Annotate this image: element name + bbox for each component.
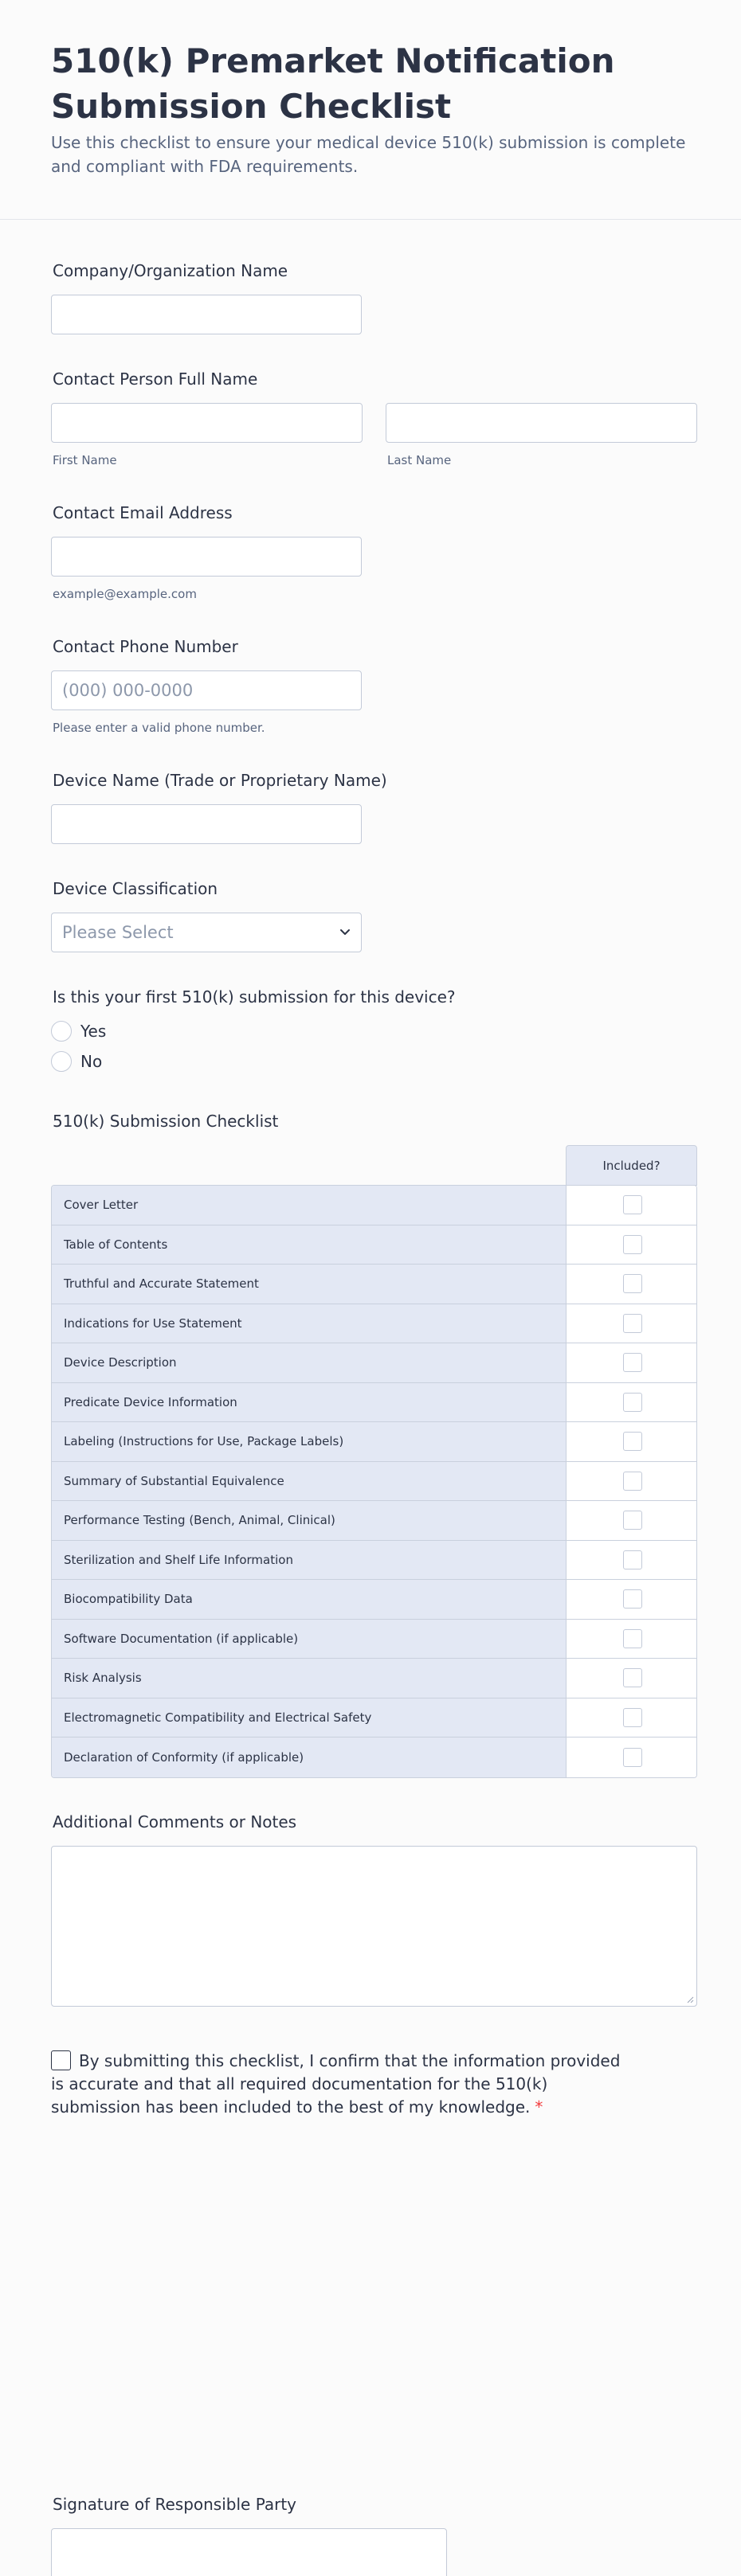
table-row (52, 1738, 696, 1777)
phone-sublabel: Please enter a valid phone number. (53, 721, 265, 735)
included-checkbox[interactable] (623, 1274, 642, 1293)
row-label: Summary of Substantial Equivalence (52, 1462, 567, 1501)
form-header (0, 0, 741, 220)
table-row (52, 1462, 696, 1502)
row-label: Sterilization and Shelf Life Information (52, 1541, 567, 1580)
row-label: Labeling (Instructions for Use, Package Labels) (52, 1422, 567, 1461)
row-label: Risk Analysis (52, 1659, 567, 1698)
included-checkbox[interactable] (623, 1550, 642, 1569)
included-checkbox[interactable] (623, 1708, 642, 1727)
phone-label: Contact Phone Number (53, 637, 238, 656)
row-label: Electromagnetic Compatibility and Electrical Safety (52, 1698, 567, 1738)
company-input[interactable] (51, 295, 362, 334)
table-row (52, 1501, 696, 1541)
included-checkbox[interactable] (623, 1235, 642, 1254)
table-row (52, 1659, 696, 1698)
check-cell (567, 1659, 697, 1698)
phone-input[interactable] (51, 670, 362, 710)
classification-placeholder: Please Select (62, 923, 174, 942)
last-name-input[interactable] (386, 403, 697, 443)
included-checkbox[interactable] (623, 1353, 642, 1372)
included-checkbox[interactable] (623, 1393, 642, 1412)
radio-button[interactable] (51, 1021, 72, 1042)
row-label: Biocompatibility Data (52, 1580, 567, 1619)
checklist-table (51, 1185, 697, 1778)
signature-label: Signature of Responsible Party (53, 2495, 297, 2514)
row-label: Truthful and Accurate Statement (52, 1265, 567, 1304)
table-row (52, 1186, 696, 1225)
device-name-label: Device Name (Trade or Proprietary Name) (53, 771, 387, 790)
check-cell (567, 1383, 697, 1422)
resize-grip-icon[interactable] (686, 1996, 694, 2003)
check-cell (567, 1580, 697, 1619)
comments-textarea[interactable] (51, 1846, 697, 2007)
chevron-down-icon (337, 924, 353, 940)
row-label: Table of Contents (52, 1225, 567, 1265)
confirmation-checkbox-row[interactable] (51, 2050, 625, 2119)
included-checkbox[interactable] (623, 1314, 642, 1333)
table-row (52, 1541, 696, 1581)
email-label: Contact Email Address (53, 503, 233, 522)
check-cell (567, 1738, 697, 1777)
table-row (52, 1304, 696, 1344)
check-cell (567, 1422, 697, 1461)
device-name-input[interactable] (51, 804, 362, 844)
email-input[interactable] (51, 537, 362, 577)
comments-label: Additional Comments or Notes (53, 1812, 297, 1831)
check-cell (567, 1265, 697, 1304)
checklist-title: 510(k) Submission Checklist (53, 1112, 279, 1131)
last-name-sublabel: Last Name (387, 453, 452, 467)
contact-name-label: Contact Person Full Name (53, 369, 258, 389)
included-checkbox[interactable] (623, 1629, 642, 1648)
confirmation-checkbox[interactable] (51, 2050, 71, 2070)
company-label: Company/Organization Name (53, 261, 288, 280)
radio-label: Yes (80, 1022, 107, 1041)
row-label: Software Documentation (if applicable) (52, 1620, 567, 1659)
table-row (52, 1225, 696, 1265)
table-row (52, 1265, 696, 1304)
check-cell (567, 1698, 697, 1738)
row-label: Cover Letter (52, 1186, 567, 1225)
table-row (52, 1580, 696, 1620)
classification-select[interactable] (51, 913, 362, 952)
form-subtitle: Use this checklist to ensure your medical device 510(k) submission is complete and compliant with FDA requirements. (51, 133, 686, 176)
included-checkbox[interactable] (623, 1589, 642, 1609)
confirmation-text: By submitting this checklist, I confirm that the information provided is accurate and that all required documentation for the 510(k) submission has been included to the best of my knowledge. (51, 2051, 621, 2117)
table-row (52, 1620, 696, 1659)
first-submission-question: Is this your first 510(k) submission for this device? (53, 987, 456, 1007)
check-cell (567, 1620, 697, 1659)
included-checkbox[interactable] (623, 1195, 642, 1214)
row-label: Indications for Use Statement (52, 1304, 567, 1343)
check-cell (567, 1541, 697, 1580)
included-column-header: Included? (566, 1145, 697, 1186)
table-row (52, 1343, 696, 1383)
row-label: Device Description (52, 1343, 567, 1382)
included-checkbox[interactable] (623, 1511, 642, 1530)
email-sublabel: example@example.com (53, 587, 197, 601)
check-cell (567, 1186, 697, 1225)
radio-button[interactable] (51, 1051, 72, 1072)
row-label: Performance Testing (Bench, Animal, Clinical) (52, 1501, 567, 1540)
classification-label: Device Classification (53, 879, 218, 898)
required-asterisk: * (535, 2097, 543, 2117)
included-checkbox[interactable] (623, 1472, 642, 1491)
check-cell (567, 1225, 697, 1265)
form-title: 510(k) Premarket Notification Submission Checklist (51, 41, 615, 126)
table-row (52, 1383, 696, 1423)
check-cell (567, 1343, 697, 1382)
first-name-sublabel: First Name (53, 453, 117, 467)
table-row (52, 1698, 696, 1738)
phone-placeholder: (000) 000-0000 (62, 681, 194, 700)
row-label: Predicate Device Information (52, 1383, 567, 1422)
check-cell (567, 1462, 697, 1501)
row-label: Declaration of Conformity (if applicable) (52, 1738, 567, 1777)
first-name-input[interactable] (51, 403, 363, 443)
included-checkbox[interactable] (623, 1668, 642, 1687)
check-cell (567, 1501, 697, 1540)
radio-label: No (80, 1052, 103, 1071)
check-cell (567, 1304, 697, 1343)
included-checkbox[interactable] (623, 1748, 642, 1767)
table-row (52, 1422, 696, 1462)
included-checkbox[interactable] (623, 1432, 642, 1451)
signature-pad[interactable] (51, 2528, 447, 2576)
